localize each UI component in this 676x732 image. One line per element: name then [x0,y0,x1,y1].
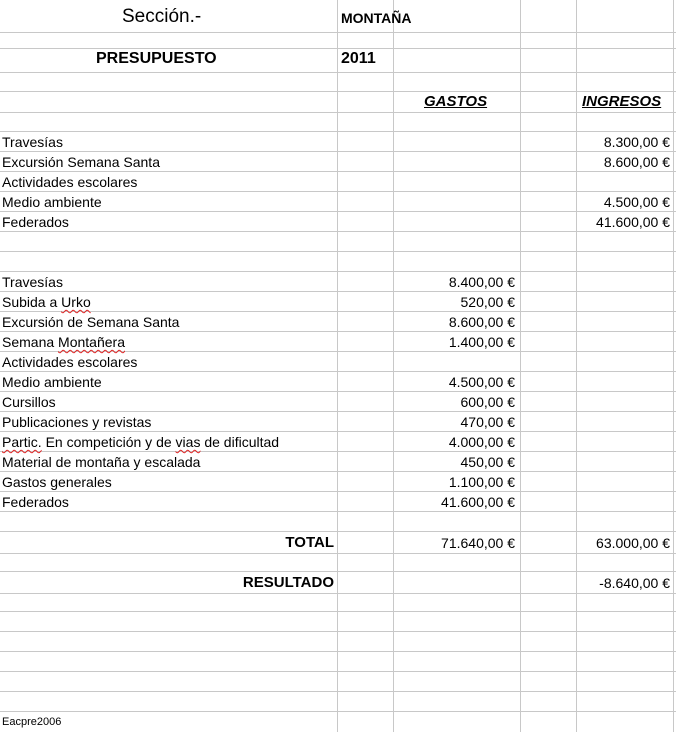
ingreso-row-label: Actividades escolares [2,174,138,190]
ingreso-row-label: Excursión Semana Santa [2,154,160,170]
row-divider [0,271,676,272]
row-divider [0,291,676,292]
row-divider [0,231,676,232]
resultado-label: RESULTADO [242,574,334,591]
ingresos-column-header: INGRESOS [582,93,662,110]
seccion-value: MONTAÑA [341,10,412,26]
column-divider [520,0,521,732]
row-divider [0,131,676,132]
gasto-row-label: Gastos generales [2,474,112,490]
ingreso-row-label: Travesías [2,134,63,150]
ingreso-row-value [578,172,670,192]
spellcheck-flagged-word: Urko [61,294,91,310]
presupuesto-label: PRESUPUESTO [96,50,217,67]
gasto-row-value: 470,00 € [460,414,515,430]
gasto-row-value: 41.600,00 € [441,494,515,510]
label-text: Semana [2,334,59,350]
gasto-row-label: Travesías [2,274,63,290]
ingreso-row-value: 41.600,00 € [596,214,670,230]
gasto-row-value: 8.400,00 € [448,274,515,290]
label-text: de dificultad [200,434,280,450]
total-gastos: 71.640,00 € [441,535,515,551]
total-label: TOTAL [285,534,334,551]
column-divider [576,0,577,732]
column-divider [337,0,338,732]
gasto-row-label: Cursillos [2,394,56,410]
ingreso-row-label: Federados [2,214,69,230]
spellcheck-flagged-word: Montañera [58,334,125,350]
gasto-row-label: Federados [2,494,69,510]
footer-code: Eacpre2006 [2,716,62,728]
gasto-row-label: Actividades escolares [2,354,138,370]
spellcheck-flagged-word: vias [175,434,201,450]
ingreso-row-value: 8.300,00 € [603,134,670,150]
total-ingresos: 63.000,00 € [596,535,670,551]
row-divider [0,611,676,612]
row-divider [0,251,676,252]
row-divider [0,112,676,113]
gasto-row-label: Material de montaña y escalada [2,454,201,470]
gasto-row-value: 8.600,00 € [448,314,515,330]
row-divider [0,711,676,712]
gasto-row-label: Publicaciones y revistas [2,414,152,430]
label-text: En competición y de [41,434,176,450]
gasto-row-value: 600,00 € [460,394,515,410]
label-text: Subida a [2,294,62,310]
gasto-row-label: Medio ambiente [2,374,102,390]
ingreso-row-label: Medio ambiente [2,194,102,210]
gastos-column-header: GASTOS [424,93,488,110]
row-divider [0,72,676,73]
ingreso-row-value: 8.600,00 € [603,154,670,170]
row-divider [0,32,676,33]
gasto-row-label [2,292,91,312]
presupuesto-year: 2011 [341,50,376,67]
seccion-label: Sección.- [122,6,202,27]
gasto-row-value: 520,00 € [460,294,515,310]
row-divider [0,651,676,652]
gasto-row-label [2,432,279,452]
resultado-ingresos: -8.640,00 € [599,575,670,591]
spellcheck-flagged-word: Partic. [2,434,42,450]
gasto-row-value: 4.000,00 € [448,434,515,450]
gasto-row-value: 1.100,00 € [448,474,515,490]
row-divider [0,631,676,632]
row-divider [0,593,676,594]
gasto-row-value [395,352,515,372]
ingreso-row-value: 4.500,00 € [603,194,670,210]
row-divider [0,553,676,554]
row-divider [0,511,676,512]
row-divider [0,671,676,672]
row-divider [0,91,676,92]
gasto-row-value: 1.400,00 € [448,334,515,350]
gasto-row-label: Excursión de Semana Santa [2,314,180,330]
gasto-row-value: 4.500,00 € [448,374,515,390]
row-divider [0,691,676,692]
gasto-row-label [2,332,125,352]
column-divider [393,0,394,732]
gasto-row-value: 450,00 € [460,454,515,470]
column-divider [673,0,674,732]
